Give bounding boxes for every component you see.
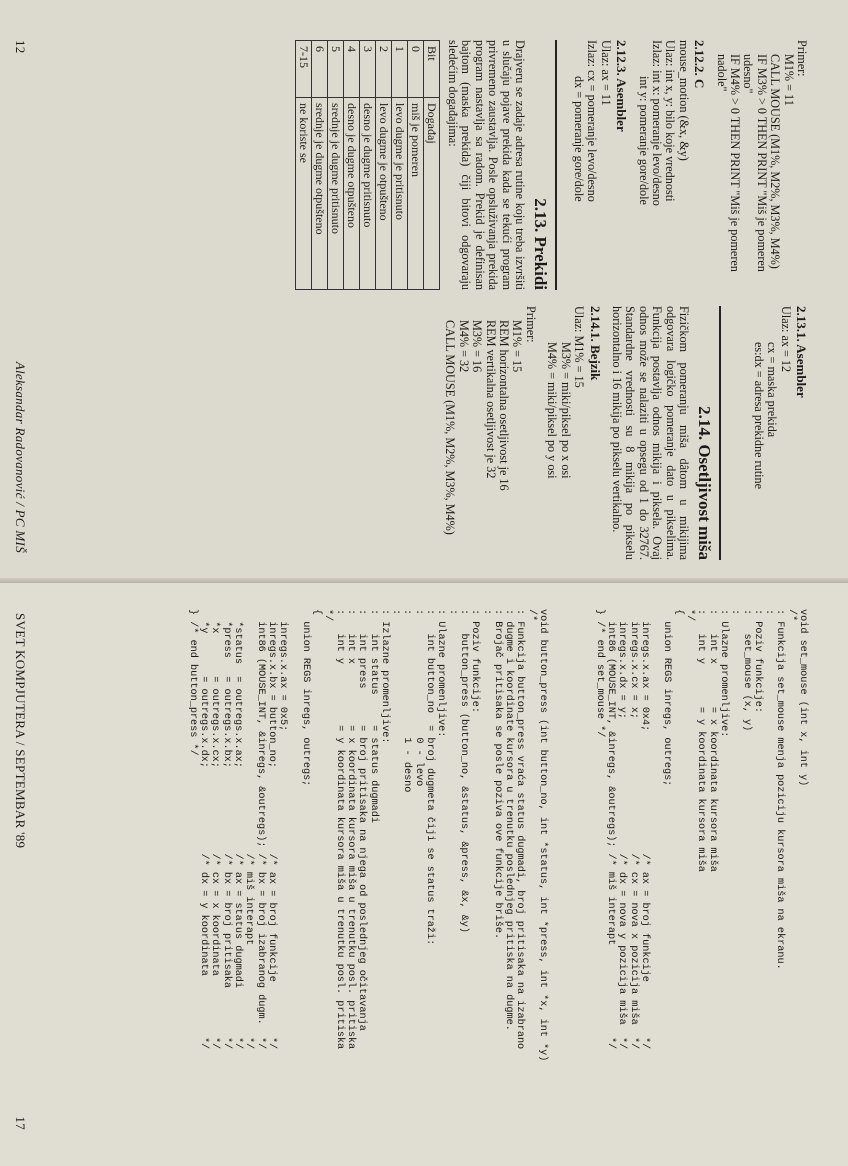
table-row — [407, 41, 423, 290]
section-heading-2122: 2.12.2. C — [692, 40, 708, 89]
table-cell: 4 — [343, 41, 359, 98]
page-number: 17 — [13, 1116, 28, 1130]
section-heading-2141: 2.14.1. Bejzik — [587, 306, 603, 381]
primer-label: Primer: — [523, 306, 538, 343]
text-line: Ulaz: int x, y: bilo koje vrednosti — [663, 40, 678, 202]
table-cell: srednje je dugme otpušteno — [311, 98, 327, 290]
table-row — [295, 41, 311, 290]
paragraph: Fizičkom pomeranju miša dâtom u mikijima odgovara logičko pomeranje dato u pikselima. Funkcija postavlja odnos mikija i piksela. Ovaj odnos može se nalaziti u opsegu od 1 do 32767. Standardne vrednosti su 8 mikija po pikselu horizontalno i 16 mikija po pikselu vertikalno. — [609, 306, 691, 560]
table-cell: desno je dugme otpušteno — [343, 98, 359, 290]
text-line: Ulaz: ax = 11 — [598, 40, 613, 106]
table-cell: 7-15 — [295, 41, 311, 98]
code-listing-button-press — [187, 609, 549, 1129]
text-line: Ulaz: ax = 12 — [778, 306, 793, 373]
code-line: IF M3% > 0 THEN PRINT "Miš je pomeren udesno" — [741, 54, 769, 272]
code-line: REM horizontalna osetljivost je 16 — [497, 320, 512, 491]
table-cell: miš je pomeren — [407, 98, 423, 290]
table-header: Bit — [423, 41, 439, 98]
code-line: M1% = 11 — [781, 54, 796, 106]
table-cell: desno je dugme pritisnuto — [359, 98, 375, 290]
table-cell: 2 — [375, 41, 391, 98]
left-page-column-1 — [291, 40, 808, 290]
code-line: M3% = 16 — [470, 320, 485, 373]
table-cell: 0 — [407, 41, 423, 98]
code-text: void set_mouse (int x, int y) /* : Funkcija set_mouse menja poziciju kursora miša na ekranu. : : Poziv funkcije: : set_mouse (x, y) : : Ulazne promenljive: : int x = x koordinata kursora miša : int y = y koordinata kursora miša */ { union REGS inregs, outregs; inregs.x.ax = 0x4; /* ax = broj funkcije */ inregs.x.cx = x; /* cx = nova x pozicija miša */ inregs.x.dx = y; /* dx = nova y pozicija miša */ int86 (MOUSE_INT, &inregs, &outregs); /* miš interapt */ } /* end set_mouse */ — [593, 609, 808, 1050]
text-line: M3% = miki/piksel po x osi — [558, 342, 573, 479]
text-line: mouse_motion (&x, &y) — [676, 40, 691, 161]
table-header: Događaj — [423, 98, 439, 290]
table-cell: levo dugme je otpušteno — [375, 98, 391, 290]
code-line: REM vertikalna osetljivost je 32 — [483, 320, 498, 479]
divider — [719, 306, 721, 560]
text-line: cx = maska prekida — [765, 342, 780, 438]
text-line: dx = pomeranje gore/dole — [571, 76, 586, 202]
magazine-title: SVET KOMPJUTERA / SEPTEMBAR '89 — [13, 613, 28, 849]
table-cell: 6 — [311, 41, 327, 98]
right-page — [0, 583, 848, 1166]
text-line: es:dx = adresa prekidne rutine — [751, 342, 766, 489]
text-line: Ulaz: M1% = 15 — [572, 306, 587, 388]
table-cell: 1 — [391, 41, 407, 98]
code-line: CALL MOUSE (M1%, M2%, M3%, M4%) — [443, 320, 458, 535]
table-cell: ne koriste se — [295, 98, 311, 290]
code-listing-set-mouse — [593, 609, 808, 1129]
code-line: M1% = 15 — [510, 320, 525, 373]
code-text: void button_press (int button_no, int *status, int *press, int *x, int *y) /* : Funkcija button_press vraća status dugmadi, broj pritisaka na izabrano : dugme i koordinate kursora u trenutku poslednjeg pritiska na dugme. : Brojač pritisaka se posle poziva ove funkcije briše. : : Poziv funkcije: : button_press (button_no, &status, &press, &x, &y) : : Ulazne promenljive: : int button_no = broj dugmeta čiji se status traži: : 0 - levo : 1 - desno : : Izlazne promenljive: : int status = status dugmadi : int press = broj pritisaka na njega od poslednjeg očitavanja : int x = x koordinata kursora miša u trenutku posl. pritiska : int y = y koordinata kursora miša u trenutku posl. pritiska */ { union REGS inregs, outregs; inregs.x.ax = 0x5; inregs.x.bx = button_no; /* ax = broj funkcije */ int86 (MOUSE_INT, &inregs, &outregs); /* bx = broj izabranog dugm. */ /* miš interapt */ *status = outregs.x.ax; /* ax = status dugmadi */ *press = outregs.x.bx; /* bx = broj pritisaka */ *x = outregs.x.cx; /* cx = x koordinata */ *y = outregs.x.dx; /* dx = y koordinata */ } /* end button_press */ — [186, 609, 548, 1062]
text-line: Izlaz: cx = pomeranje levo/desno — [585, 40, 600, 202]
table-row — [327, 41, 343, 290]
table-row — [359, 41, 375, 290]
page-number: 12 — [13, 40, 28, 54]
section-heading-2123: 2.12.3. Asembler — [614, 40, 630, 132]
text-line: M4% = miki/piksel po y osi — [545, 342, 560, 479]
table-row — [375, 41, 391, 290]
text-line: Izlaz: int x: pomeranje levo/desno — [649, 40, 664, 206]
primer-label: Primer: — [795, 40, 809, 77]
table-cell: levo dugme je pritisnuto — [391, 98, 407, 290]
table-row — [391, 41, 407, 290]
section-title-prekidi: 2.13. Prekidi — [531, 198, 551, 290]
code-line: CALL MOUSE (M1%, M2%, M3%, M4%) — [768, 54, 783, 269]
code-line: M4% = 32 — [456, 320, 471, 373]
table-cell: 5 — [327, 41, 343, 98]
author-credit: Aleksandar Radovanović / PC MIŠ — [13, 361, 28, 553]
paragraph: Drajveru se zadaje adresa rutine koju treba izvršiti u slučaju pojave prekida kada se tekući program privremeno zaustavlja. Posle opsluživanja prekida program nastavlja sa radom. Prekid je definisan bajtom (maska prekida) čiji bitovi odgovaraju sledećim događajima: — [446, 40, 528, 290]
section-heading-2131: 2.13.1. Asembler — [794, 306, 809, 398]
divider — [556, 40, 558, 290]
interrupt-mask-table — [295, 40, 440, 290]
code-line: IF M4% > 0 THEN PRINT "Miš je pomeren nadole" — [714, 54, 742, 272]
table-row — [311, 41, 327, 290]
left-page-column-2 — [443, 306, 808, 560]
table-cell: 3 — [359, 41, 375, 98]
table-row — [343, 41, 359, 290]
table-cell: srednje je dugme pritisnuto — [327, 98, 343, 290]
section-title-osetljivost: 2.14. Osetljivost miša — [695, 406, 715, 560]
text-line: int y: pomeranje gore/dole — [636, 76, 651, 205]
